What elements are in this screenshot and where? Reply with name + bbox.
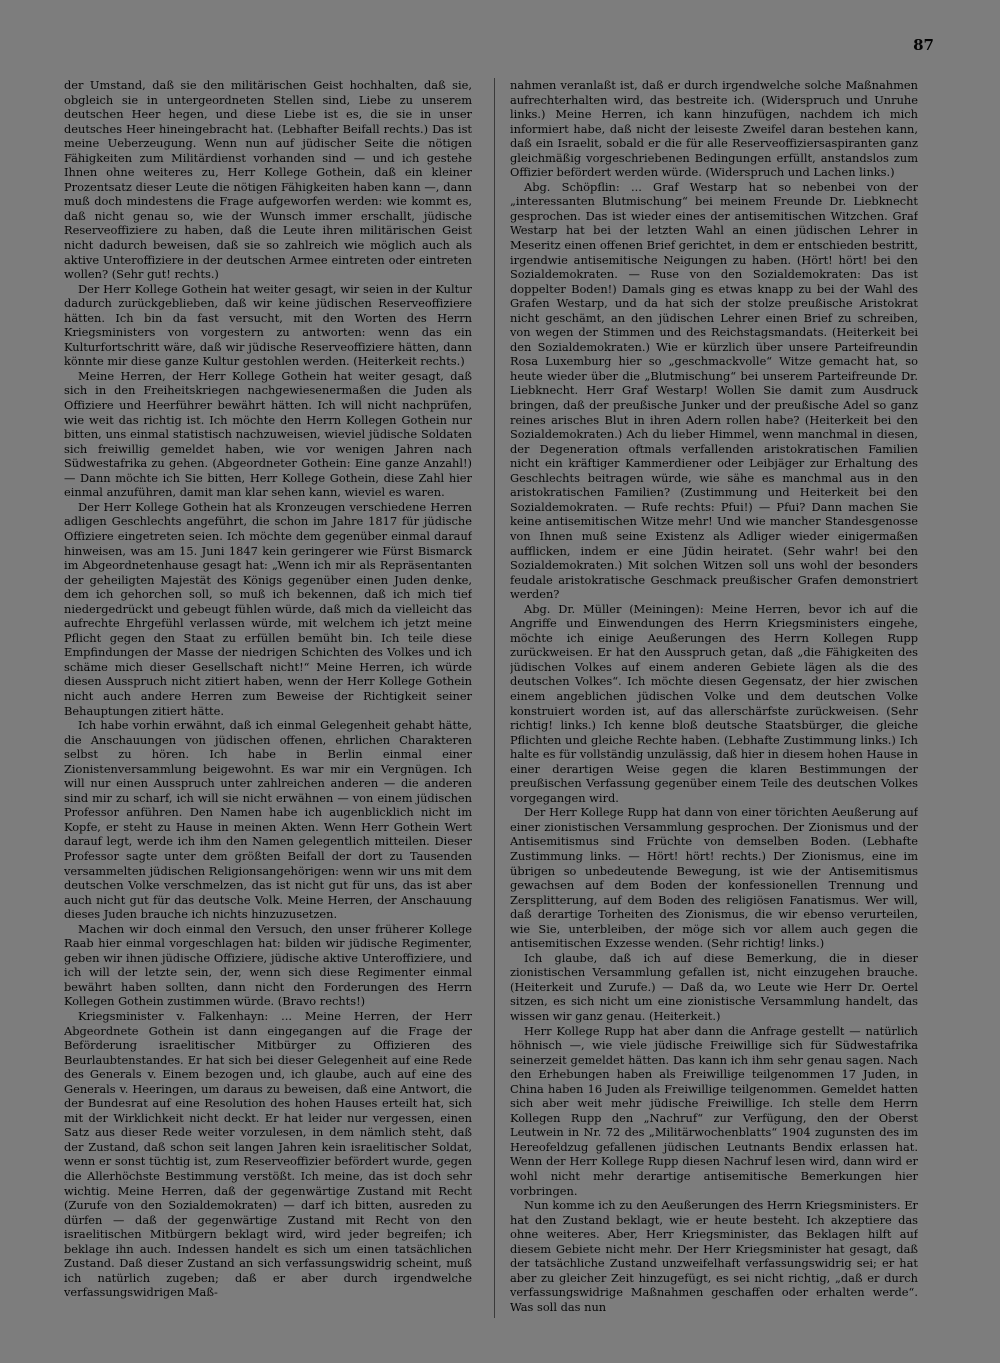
paragraph: nahmen veranlaßt ist, daß er durch irgendwelche solche Maßnahmen aufrechterhalten wird, das bestreite ich. (Widerspruch und Unruhe links.) Meine Herren, ich kann hinzufügen, nachdem ich mich informiert habe, daß nicht der leiseste Zweifel daran bestehen kann, daß ein Israelit, sobald er die für alle Reserveoffiziersaspiranten ganz gleichmäßig vorgeschriebenen Bedingungen erfüllt, anstandslos zum Offizier befördert werden würde. (Widerspruch und Lachen links.) xyxy=(510,78,918,180)
right-text-column xyxy=(510,78,918,1318)
paragraph: Abg. Schöpflin: ... Graf Westarp hat so nebenbei von der „interessanten Blutmischung“ bei meinem Freunde Dr. Liebknecht gesprochen. Das ist wieder eines der antisemitischen Witzchen. Graf Westarp hat bei der letzten Wahl an einen jüdischen Lehrer in Meseritz einen offenen Brief gerichtet, in dem er entschieden bestritt, irgendwie antisemitische Neigungen zu haben. (Hört! hört! bei den Sozialdemokraten. — Ruse von den Sozialdemokraten: Das ist doppelter Boden!) Damals ging es etwas knapp zu bei der Wahl des Grafen Westarp, und da hat sich der stolze preußische Aristokrat nicht geschämt, an den jüdischen Lehrer einen Brief zu schreiben, von wegen der Stimmen und des Reichstagsmandats. (Heiterkeit bei den Sozialdemokraten.) Wie er kürzlich über unsere Parteifreundin Rosa Luxemburg hier so „geschmackvolle“ Witze gemacht hat, so heute wieder über die „Blutmischung“ bei unserem Parteifreunde Dr. Liebknecht. Herr Graf Westarp! Wollen Sie damit zum Ausdruck bringen, daß der preußische Junker und der preußische Adel so ganz reines arisches Blut in ihren Adern rollen habe? (Heiterkeit bei den Sozialdemokraten.) Ach du lieber Himmel, wenn manchmal in diesen, der Degeneration oftmals verfallenden aristokratischen Familien nicht ein kräftiger Kammerdiener oder Leibjäger zur Erhaltung des Geschlechts beitragen würde, wie sähe es manchmal aus in den aristokratischen Familien? (Zustimmung und Heiterkeit bei den Sozialdemokraten. — Rufe rechts: Pfui!) — Pfui? Dann machen Sie keine antisemitischen Witze mehr! Und wie mancher Standesgenosse von Ihnen muß seine Existenz als Adliger wieder einigermaßen aufflicken, indem er eine Jüdin heiratet. (Sehr wahr! bei den Sozialdemokraten.) Mit solchen Witzen soll uns wohl der besonders feudale aristokratische Geschmack preußischer Grafen demonstriert werden? xyxy=(510,179,918,602)
paragraph: Der Herr Kollege Gothein hat weiter gesagt, wir seien in der Kultur dadurch zurückgeblieben, daß wir keine jüdischen Reserveoffiziere hätten. Ich bin da fast versucht, mit den Worten des Herrn Kriegsministers von vorgestern zu antworten: wenn das ein Kulturfortschritt wäre, daß wir jüdische Reserveoffiziere hätten, dann könnte mir diese ganze Kultur gestohlen werden. (Heiterkeit rechts.) xyxy=(64,281,472,369)
column-divider xyxy=(494,78,495,1318)
paragraph: Ich glaube, daß ich auf diese Bemerkung, die in dieser zionistischen Versammlung gefallen ist, nicht einzugehen brauche. (Heiterkeit und Zurufe.) — Daß da, wo Leute wie Herr Dr. Oertel sitzen, es sich nicht um eine zionistische Versammlung handelt, das wissen wir ganz genau. (Heiterkeit.) xyxy=(510,950,918,1023)
paragraph: Herr Kollege Rupp hat aber dann die Anfrage gestellt — natürlich höhnisch —, wie viele jüdische Freiwillige sich für Südwestafrika seinerzeit gemeldet hätten. Das kann ich ihm sehr genau sagen. Nach den Erhebungen haben als Freiwillige teilgenommen 17 Juden, in China haben 16 Juden als Freiwillige teilgenommen. Gemeldet hatten sich aber weit mehr jüdische Freiwillige. Ich stelle dem Herrn Kollegen Rupp den „Nachruf“ zur Verfügung, den der Oberst Leutwein in Nr. 72 des „Militärwochenblatts“ 1904 zugunsten des im Hereofeldzug gefallenen jüdischen Leutnants Bendix erlassen hat. Wenn der Herr Kollege Rupp diesen Nachruf lesen wird, dann wird er wohl nicht mehr derartige antisemitische Bemerkungen hier vorbringen. xyxy=(510,1023,918,1198)
paragraph: Ich habe vorhin erwähnt, daß ich einmal Gelegenheit gehabt hätte, die Anschauungen von jüdischen offenen, ehrlichen Charakteren selbst zu hören. Ich habe in Berlin einmal einer Zionistenversammlung beigewohnt. Es war mir ein Vergnügen. Ich will nur einen Ausspruch unter zahlreichen anderen — die anderen sind mir zu scharf, ich will sie nicht erwähnen — von einem jüdischen Professor anführen. Den Namen habe ich augenblicklich nicht im Kopfe, er steht zu Hause in meinen Akten. Wenn Herr Gothein Wert darauf legt, werde ich ihm den Namen gelegentlich mitteilen. Dieser Professor sagte unter dem größten Beifall der dort zu Tausenden versammelten jüdischen Religionsangehörigen: wenn wir uns mit dem deutschen Volke verschmelzen, das ist nicht gut für uns, das ist aber auch nicht gut für das deutsche Volk. Meine Herren, der Anschauung dieses Juden brauche ich nichts hinzuzusetzen. xyxy=(64,718,472,922)
paragraph: Kriegsminister v. Falkenhayn: ... Meine Herren, der Herr Abgeordnete Gothein ist dann eingegangen auf die Frage der Beförderung israelitischer Mitbürger zu Offizieren des Beurlaubtenstandes. Er hat sich bei dieser Gelegenheit auf eine Rede des Generals v. Einem bezogen und, ich glaube, auch auf eine des Generals v. Heeringen, um daraus zu beweisen, daß eine Antwort, die der Bundesrat auf eine Resolution des hohen Hauses erteilt hat, sich mit der Wirklichkeit nicht deckt. Er hat leider nur vergessen, einen Satz aus dieser Rede weiter vorzulesen, in dem nämlich steht, daß der Zustand, daß schon seit langen Jahren kein israelitischer Soldat, wenn er sonst tüchtig ist, zum Reserveoffizier befördert wurde, gegen die Allerhöchste Bestimmung verstößt. Ich meine, das ist doch sehr wichtig. Meine Herren, daß der gegenwärtige Zustand mit Recht (Zurufe von den Sozialdemokraten) — darf ich bitten, ausreden zu dürfen — daß der gegenwärtige Zustand mit Recht von den israelitischen Mitbürgern beklagt wird, wird jeder begreifen; ich beklage ihn auch. Indessen handelt es sich um einen tatsächlichen Zustand. Daß dieser Zustand an sich verfassungswidrig scheint, muß ich natürlich zugeben; daß er aber durch irgendwelche verfassungswidrigen Maß- xyxy=(64,1009,472,1300)
paragraph: Der Herr Kollege Rupp hat dann von einer törichten Aeußerung auf einer zionistischen Versammlung gesprochen. Der Zionismus und der Antisemitismus sind Früchte von demselben Boden. (Lebhafte Zustimmung links. — Hört! hört! rechts.) Der Zionismus, eine im übrigen so unbedeutende Bewegung, ist wie der Antisemitismus gewachsen auf dem Boden der konfessionellen Trennung und Zersplitterung, auf dem Boden des religiösen Fanatismus. Wer will, daß derartige Torheiten des Zionismus, die wir ebenso verurteilen, wie Sie, unterbleiben, der möge sich vor allem auch gegen die antisemitischen Exzesse wenden. (Sehr richtig! links.) xyxy=(510,805,918,951)
left-text-column xyxy=(64,78,472,1318)
paragraph: Meine Herren, der Herr Kollege Gothein hat weiter gesagt, daß sich in den Freiheitskriegen nachgewiesenermaßen die Juden als Offiziere und Heerführer bewährt hätten. Ich will nicht nachprüfen, wie weit das richtig ist. Ich möchte den Herrn Kollegen Gothein nur bitten, uns einmal statistisch nachzuweisen, wieviel jüdische Soldaten sich freiwillig gemeldet haben, wie vor wenigen Jahren nach Südwestafrika zu gehen. (Abgeordneter Gothein: Eine ganze Anzahl!) — Dann möchte ich Sie bitten, Herr Kollege Gothein, diese Zahl hier einmal anzuführen, damit man klar sehen kann, wieviel es waren. xyxy=(64,368,472,500)
page-number: 87 xyxy=(913,36,934,54)
paragraph: Nun komme ich zu den Aeußerungen des Herrn Kriegsministers. Er hat den Zustand beklagt, wie er heute besteht. Ich akzeptiere das ohne weiteres. Aber, Herr Kriegsminister, das Beklagen hilft auf diesem Gebiete nicht mehr. Der Herr Kriegsminister hat gesagt, daß der tatsächliche Zustand unzweifelhaft verfassungswidrig sei; er hat aber zu gleicher Zeit hinzugefügt, es sei nicht richtig, „daß er durch verfassungswidrige Maßnahmen geschaffen oder erhalten werde“. Was soll das nun xyxy=(510,1198,918,1314)
paragraph: Der Herr Kollege Gothein hat als Kronzeugen verschiedene Herren adligen Geschlechts angeführt, die schon im Jahre 1817 für jüdische Offiziere eingetreten seien. Ich möchte dem gegenüber einmal darauf hinweisen, was am 15. Juni 1847 kein geringerer wie Fürst Bismarck im Abgeordnetenhause gesagt hat: „Wenn ich mir als Repräsentanten der geheiligten Majestät des Königs gegenüber einen Juden denke, dem ich gehorchen soll, so muß ich bekennen, daß ich mich tief niedergedrückt und gebeugt fühlen würde, daß mich da vielleicht das aufrechte Ehrgefühl verlassen würde, mit welchem ich jetzt meine Pflicht gegen den Staat zu erfüllen bemüht bin. Ich teile diese Empfindungen der Masse der niedrigen Schichten des Volkes und ich schäme mich dieser Gesellschaft nicht!“ Meine Herren, ich würde diesen Ausspruch nicht zitiert haben, wenn der Herr Kollege Gothein nicht auch andere Herren zum Beweise der Richtigkeit seiner Behauptungen zitiert hätte. xyxy=(64,499,472,718)
paragraph: Machen wir doch einmal den Versuch, den unser früherer Kollege Raab hier einmal vorgeschlagen hat: bilden wir jüdische Regimenter, geben wir ihnen jüdische Offiziere, jüdische aktive Unteroffiziere, und ich will der letzte sein, der, wenn sich diese Regimenter einmal bewährt haben sollten, dann nicht den Forderungen des Herrn Kollegen Gothein zustimmen würde. (Bravo rechts!) xyxy=(64,921,472,1009)
paragraph: der Umstand, daß sie den militärischen Geist hochhalten, daß sie, obgleich sie in untergeordneten Stellen sind, Liebe zu unserem deutschen Heer hegen, und diese Liebe ist es, die sie in unser deutsches Heer hineingebracht hat. (Lebhafter Beifall rechts.) Das ist meine Ueberzeugung. Wenn nun auf jüdischer Seite die nötigen Fähigkeiten zum Militärdienst vorhanden sind — und ich gestehe Ihnen ohne weiteres zu, Herr Kollege Gothein, daß ein kleiner Prozentsatz dieser Leute die nötigen Fähigkeiten haben kann —, dann muß doch mindestens die Frage aufgeworfen werden: wie kommt es, daß nicht genau so, wie der Wunsch immer erschallt, jüdische Reserveoffiziere zu haben, daß die Leute ihren militärischen Geist nicht dadurch beweisen, daß sie so zahlreich wie möglich auch als aktive Unteroffiziere in der deutschen Armee eintreten oder eintreten wollen? (Sehr gut! rechts.) xyxy=(64,78,472,282)
paragraph: Abg. Dr. Müller (Meiningen): Meine Herren, bevor ich auf die Angriffe und Einwendungen des Herrn Kriegsministers eingehe, möchte ich einige Aeußerungen des Herrn Kollegen Rupp zurückweisen. Er hat den Ausspruch getan, daß „die Fähigkeiten des jüdischen Volkes auf einem anderen Gebiete lägen als die des deutschen Volkes“. Ich möchte diesen Gegensatz, der hier zwischen einem angeblichen jüdischen Volke und dem deutschen Volke konstruiert worden ist, auf das allerschärfste zurückweisen. (Sehr richtig! links.) Ich kenne bloß deutsche Staatsbürger, die gleiche Pflichten und gleiche Rechte haben. (Lebhafte Zustimmung links.) Ich halte es für vollständig unzulässig, daß hier in diesem hohen Hause in einer derartigen Weise gegen die klaren Bestimmungen der preußischen Verfassung gegenüber einem Teile des deutschen Volkes vorgegangen wird. xyxy=(510,601,918,805)
